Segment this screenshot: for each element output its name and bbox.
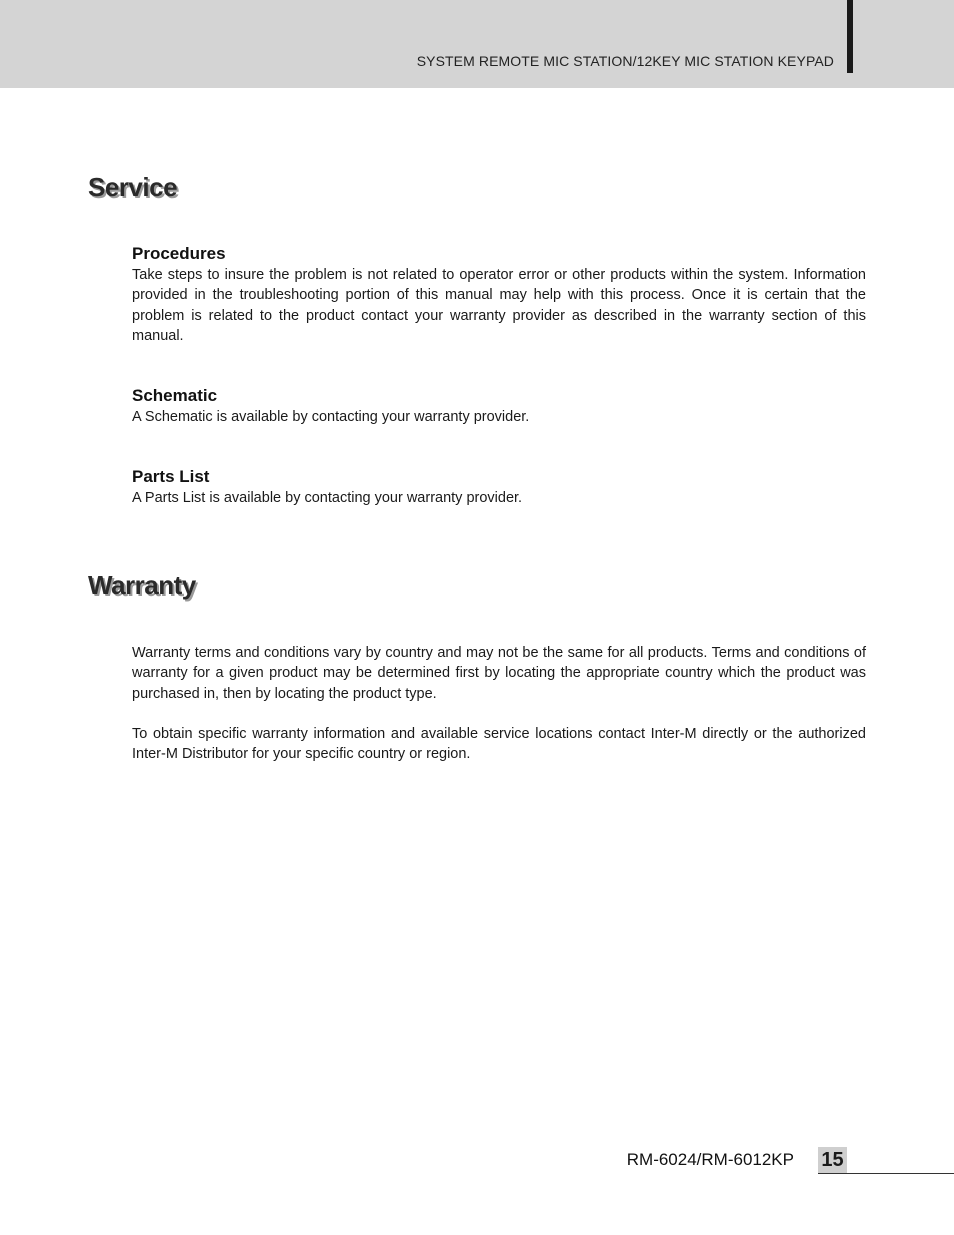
page-number: 15: [818, 1147, 847, 1173]
warranty-paragraph-1: Warranty terms and conditions vary by country and may not be the same for all products. Terms and conditions of warranty for a given product may be determined first by locating the appropriate country which the product was purchased in, then by locating the product type.: [132, 645, 866, 702]
schematic-heading: Schematic: [132, 386, 218, 405]
procedures-text: Take steps to insure the problem is not related to operator error or other products within the system. Information provided in the troubleshooting portion of this manual may help with this process. Once it is certain that the problem is related to the product contact your warranty provider as described in the warranty section of this manual.: [132, 267, 866, 345]
footer-model-number: RM-6024/RM-6012KP: [626, 1150, 794, 1169]
header-band: [0, 0, 954, 88]
warranty-paragraph-2: To obtain specific warranty information and available service locations contact Inter-M directly or the authorized Inter-M Distributor for your specific country or region.: [132, 726, 866, 763]
footer-rule: [818, 1173, 954, 1174]
schematic-text: A Schematic is available by contacting your warranty provider.: [132, 409, 530, 425]
parts-list-text: A Parts List is available by contacting your warranty provider.: [132, 490, 523, 506]
procedures-heading: Procedures: [132, 244, 226, 263]
warranty-heading: Warranty: [88, 570, 196, 600]
header-accent-bar: [847, 0, 853, 73]
header-title: SYSTEM REMOTE MIC STATION/12KEY MIC STATION KEYPAD: [416, 53, 834, 69]
service-heading: Service: [88, 172, 178, 202]
parts-list-heading: Parts List: [132, 467, 210, 486]
